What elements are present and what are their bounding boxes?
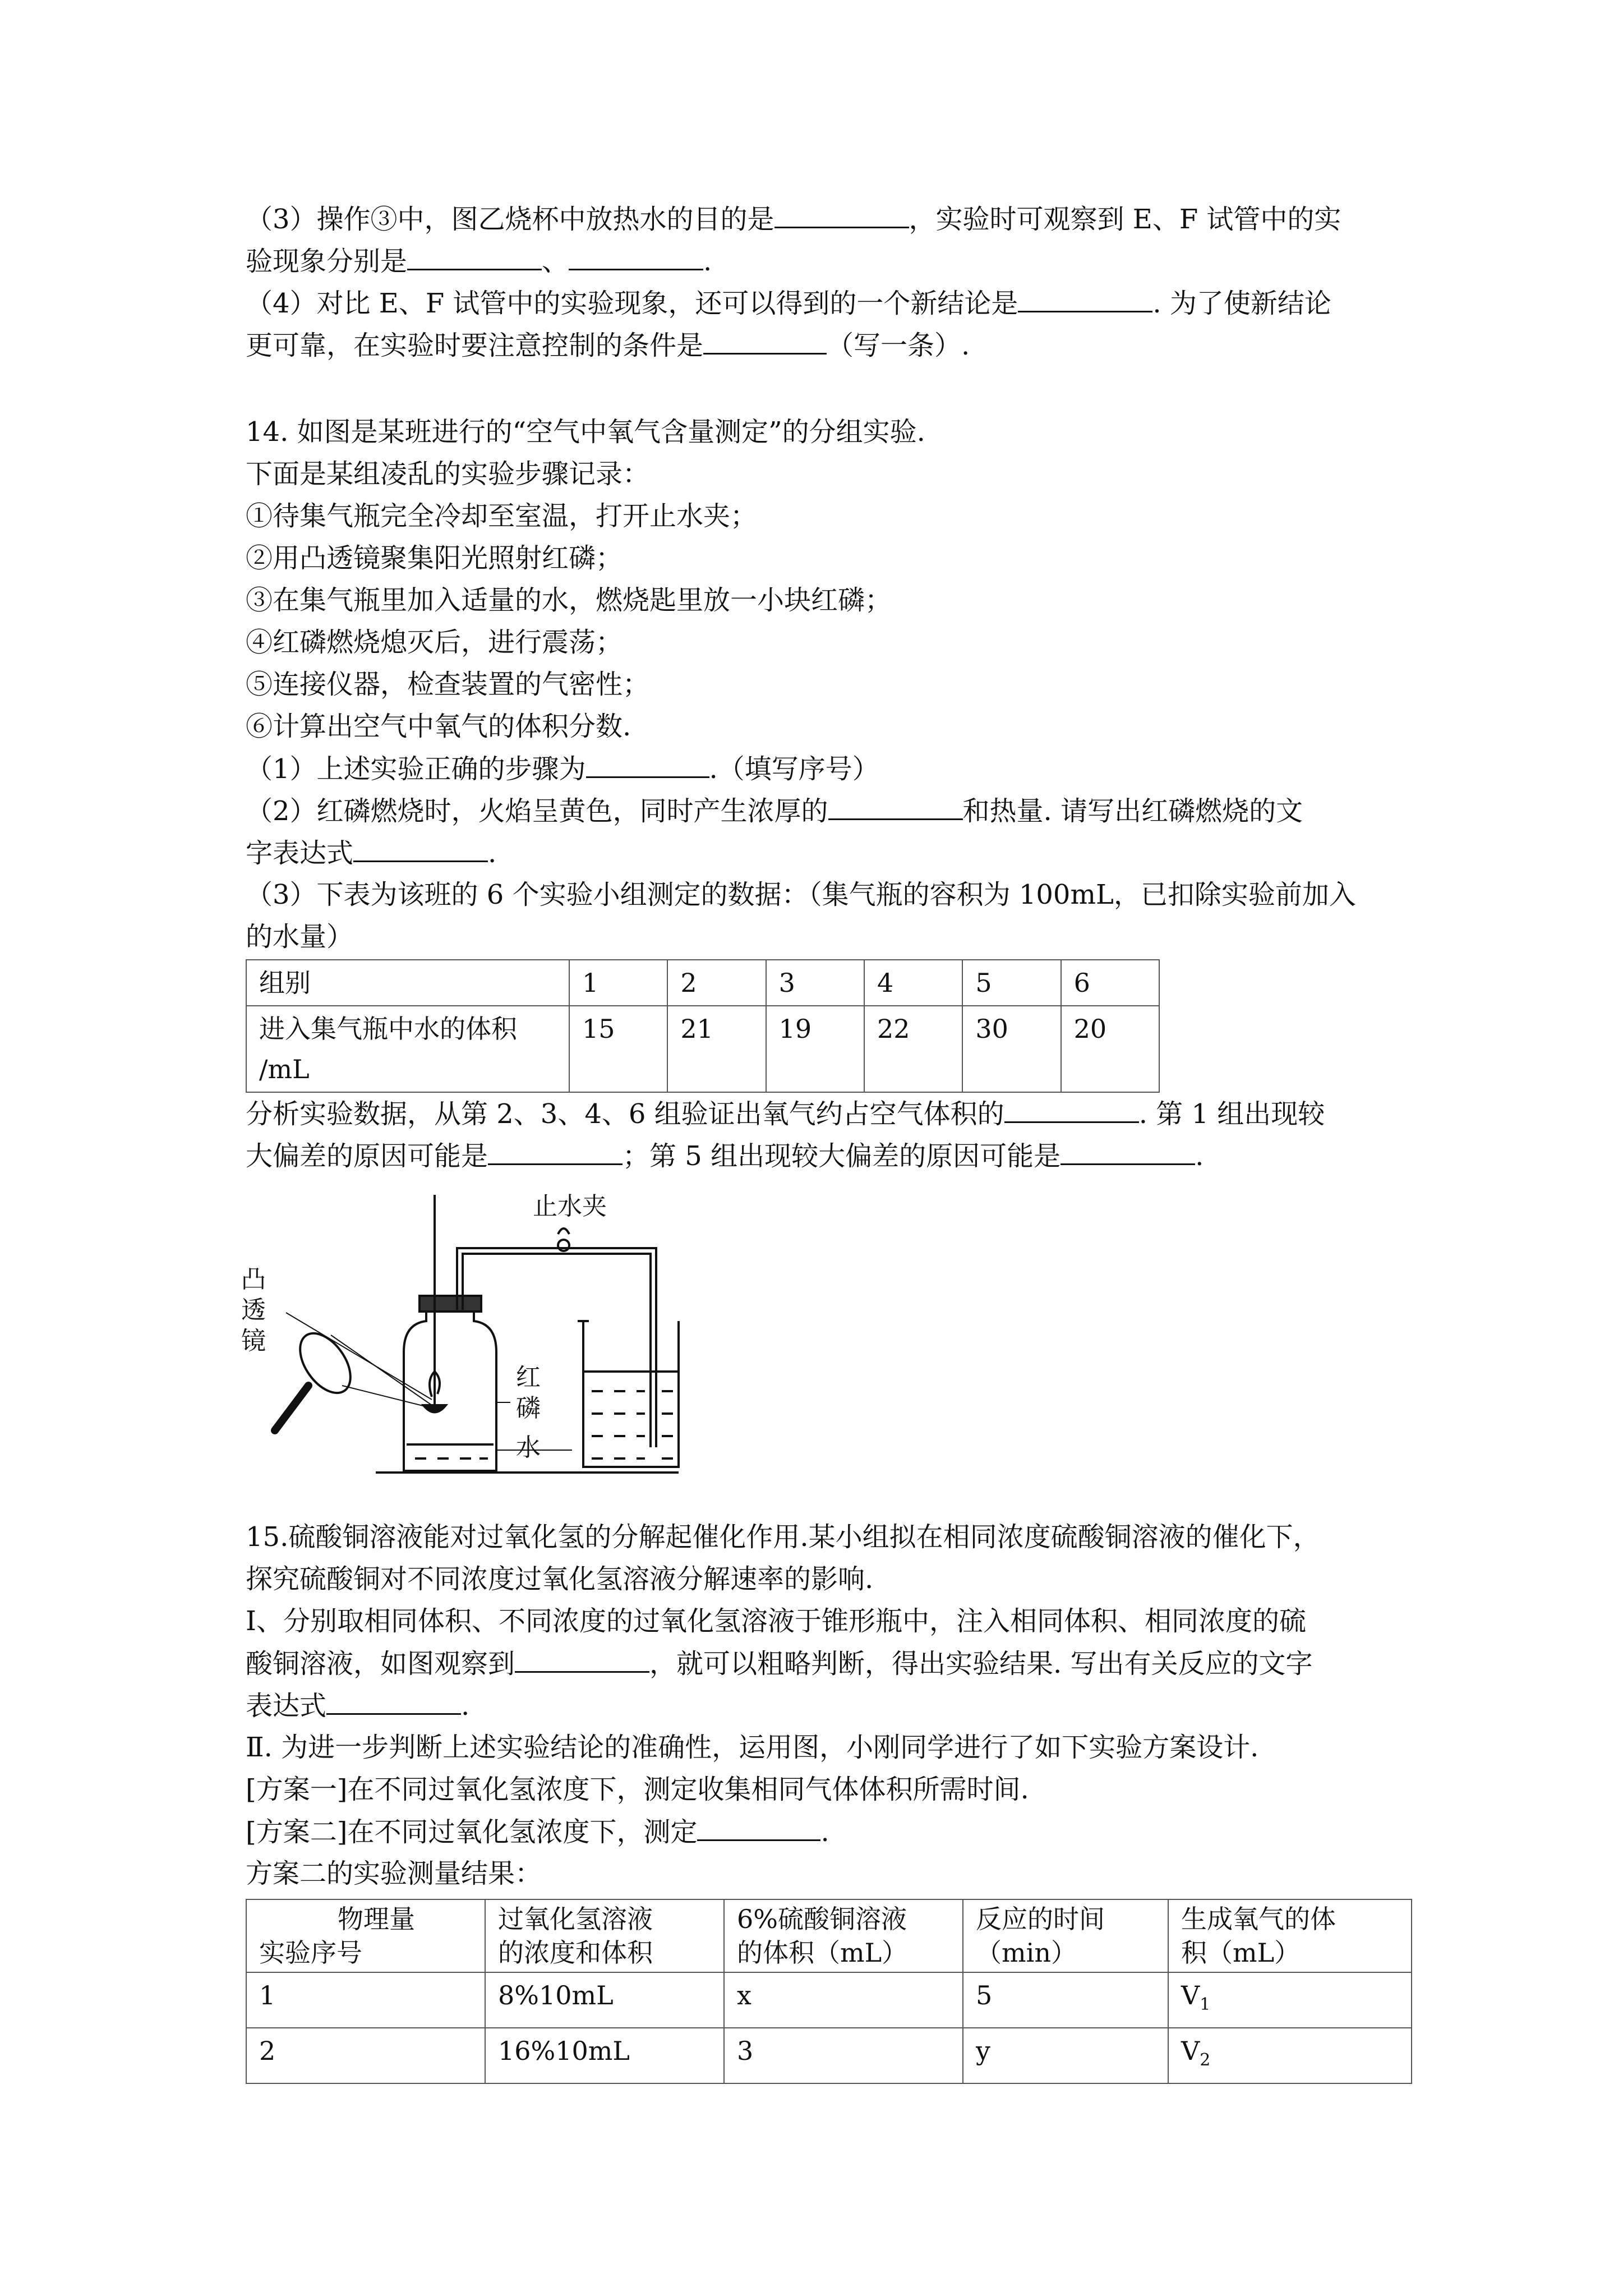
table-cell: 组别: [246, 960, 569, 1006]
q13-part3-line1: （3）操作③中，图乙烧杯中放热水的目的是 ，实验时可观察到 E、F 试管中的实: [246, 202, 1341, 236]
q13-part4-line1: （4）对比 E、F 试管中的实验现象，还可以得到的一个新结论是 . 为了使新结论: [246, 286, 1331, 320]
q14-analysis-line1: 分析实验数据，从第 2、3、4、6 组验证出氧气约占空气体积的 . 第 1 组出现较: [246, 1097, 1325, 1131]
answer-blank[interactable]: [1004, 1097, 1139, 1123]
q14-step: ③在集气瓶里加入适量的水，燃烧匙里放一小块红磷；: [246, 585, 892, 616]
q15-line: Ⅰ、分别取相同体积、不同浓度的过氧化氢溶液于锥形瓶中，注入相同体积、相同浓度的硫: [246, 1605, 1306, 1637]
table-cell: 6: [1061, 960, 1159, 1006]
q14-intro: 下面是某组凌乱的实验步骤记录：: [246, 458, 650, 490]
answer-blank[interactable]: [353, 836, 488, 862]
clamp-label: 止水夹: [533, 1192, 607, 1221]
q14-step: ⑤连接仪器，检查装置的气密性；: [246, 669, 650, 700]
answer-blank[interactable]: [586, 752, 709, 778]
table-cell: 22: [864, 1006, 962, 1092]
q14-data-table: [246, 959, 1160, 1093]
q15-result-table: [246, 1899, 1412, 2084]
gas-bottle: [404, 1310, 496, 1471]
table-cell: 进入集气瓶中水的体积 /mL: [246, 1006, 569, 1092]
q15-line: Ⅱ. 为进一步判断上述实验结论的准确性，运用图，小刚同学进行了如下实验方案设计.: [246, 1732, 1259, 1763]
q14-part3-line1: （3）下表为该班的 6 个实验小组测定的数据：（集气瓶的容积为 100mL，已扣除实验前加入: [246, 879, 1356, 910]
answer-blank[interactable]: [326, 1688, 461, 1715]
apparatus-diagram: [241, 1184, 701, 1481]
q15-line: [方案一]在不同过氧化氢浓度下，测定收集相同气体体积所需时间.: [246, 1774, 1029, 1805]
table-cell: $V_2$: [1168, 2028, 1412, 2083]
phosphorus-label: 红: [516, 1363, 541, 1392]
answer-blank[interactable]: [1061, 1139, 1195, 1165]
table-row: [246, 2028, 1412, 2083]
answer-blank[interactable]: [703, 328, 827, 355]
table-row: [246, 1006, 1159, 1092]
delivery-tube: [457, 1248, 656, 1447]
answer-blank[interactable]: [515, 1646, 649, 1673]
q15-line: 方案二的实验测量结果：: [246, 1858, 542, 1889]
table-cell: 16%10mL: [485, 2028, 724, 2083]
q15-line: 表达式 .: [246, 1688, 469, 1723]
table-header: 6%硫酸铜溶液 的体积（mL）: [724, 1899, 963, 1972]
q13-part4-line2: 更可靠，在实验时要注意控制的条件是 （写一条）.: [246, 328, 970, 362]
q14-part2-line1: （2）红磷燃烧时，火焰呈黄色，同时产生浓厚的 和热量. 请写出红磷燃烧的文: [246, 794, 1303, 828]
lens-handle: [275, 1386, 308, 1430]
table-cell: 8%10mL: [485, 1972, 724, 2028]
table-header: 反应的时间 （min）: [963, 1899, 1168, 1972]
answer-blank[interactable]: [828, 794, 963, 820]
stopper: [419, 1296, 481, 1312]
answer-blank[interactable]: [488, 1139, 623, 1165]
table-cell: 4: [864, 960, 962, 1006]
lens-label: 透: [241, 1296, 266, 1324]
table-row: [246, 960, 1159, 1006]
q13-part3-line2: 验现象分别是 、 .: [246, 244, 712, 278]
table-cell: x: [724, 1972, 963, 2028]
q14-part3-line2: 的水量）: [246, 921, 354, 953]
table-row: [246, 1972, 1412, 2028]
table-cell: 3: [766, 960, 864, 1006]
lens-label: 凸: [241, 1265, 266, 1294]
table-cell: 21: [667, 1006, 766, 1092]
table-cell: 15: [569, 1006, 667, 1092]
q14-step: ④红磷燃烧熄灭后，进行震荡；: [246, 627, 623, 658]
table-cell: 5: [963, 1972, 1168, 2028]
lens-label: 镜: [241, 1327, 266, 1355]
q14-part1: （1）上述实验正确的步骤为 .（填写序号）: [246, 752, 879, 786]
table-row: [246, 1899, 1412, 1972]
table-cell: 20: [1061, 1006, 1159, 1092]
answer-blank[interactable]: [569, 244, 703, 270]
water-label: 水: [516, 1433, 541, 1462]
table-cell: 19: [766, 1006, 864, 1092]
q15-line: [方案二]在不同过氧化氢浓度下，测定 .: [246, 1815, 829, 1849]
table-header: 生成氧气的体 积（mL）: [1168, 1899, 1412, 1972]
q14-step: ②用凸透镜聚集阳光照射红磷；: [246, 542, 623, 574]
table-cell: 30: [962, 1006, 1061, 1092]
phosphorus-label: 磷: [516, 1394, 541, 1423]
table-cell: 2: [667, 960, 766, 1006]
answer-blank[interactable]: [1018, 286, 1152, 312]
answer-blank[interactable]: [697, 1815, 820, 1841]
table-header: 过氧化氢溶液 的浓度和体积: [485, 1899, 724, 1972]
q14-part2-line2: 字表达式 .: [246, 836, 496, 870]
table-cell: 1: [569, 960, 667, 1006]
clamp-handle: [558, 1228, 569, 1234]
q15-line: 探究硫酸铜对不同浓度过氧化氢溶液分解速率的影响.: [246, 1563, 874, 1595]
answer-blank[interactable]: [774, 202, 909, 228]
answer-blank[interactable]: [407, 244, 542, 270]
q14-step: ⑥计算出空气中氧气的体积分数.: [246, 711, 631, 742]
table-cell: 5: [962, 960, 1061, 1006]
table-cell: y: [963, 2028, 1168, 2083]
q14-step: ①待集气瓶完全冷却至室温，打开止水夹；: [246, 500, 758, 532]
table-cell: 1: [246, 1972, 485, 2028]
table-cell: 2: [246, 2028, 485, 2083]
q14-analysis-line2: 大偏差的原因可能是 ；第 5 组出现较大偏差的原因可能是 .: [246, 1139, 1204, 1173]
q15-line: 15.硫酸铜溶液能对过氧化氢的分解起催化作用.某小组拟在相同浓度硫酸铜溶液的催化下，: [246, 1521, 1320, 1553]
table-header: 物理量 实验序号: [246, 1899, 485, 1972]
beaker: [583, 1321, 679, 1467]
table-cell: 3: [724, 2028, 963, 2083]
q14-title: 14. 如图是某班进行的“空气中氧气含量测定”的分组实验.: [246, 416, 925, 448]
table-cell: $V_1$: [1168, 1972, 1412, 2028]
q15-line: 酸铜溶液，如图观察到 ，就可以粗略判断，得出实验结果. 写出有关反应的文字: [246, 1646, 1313, 1681]
